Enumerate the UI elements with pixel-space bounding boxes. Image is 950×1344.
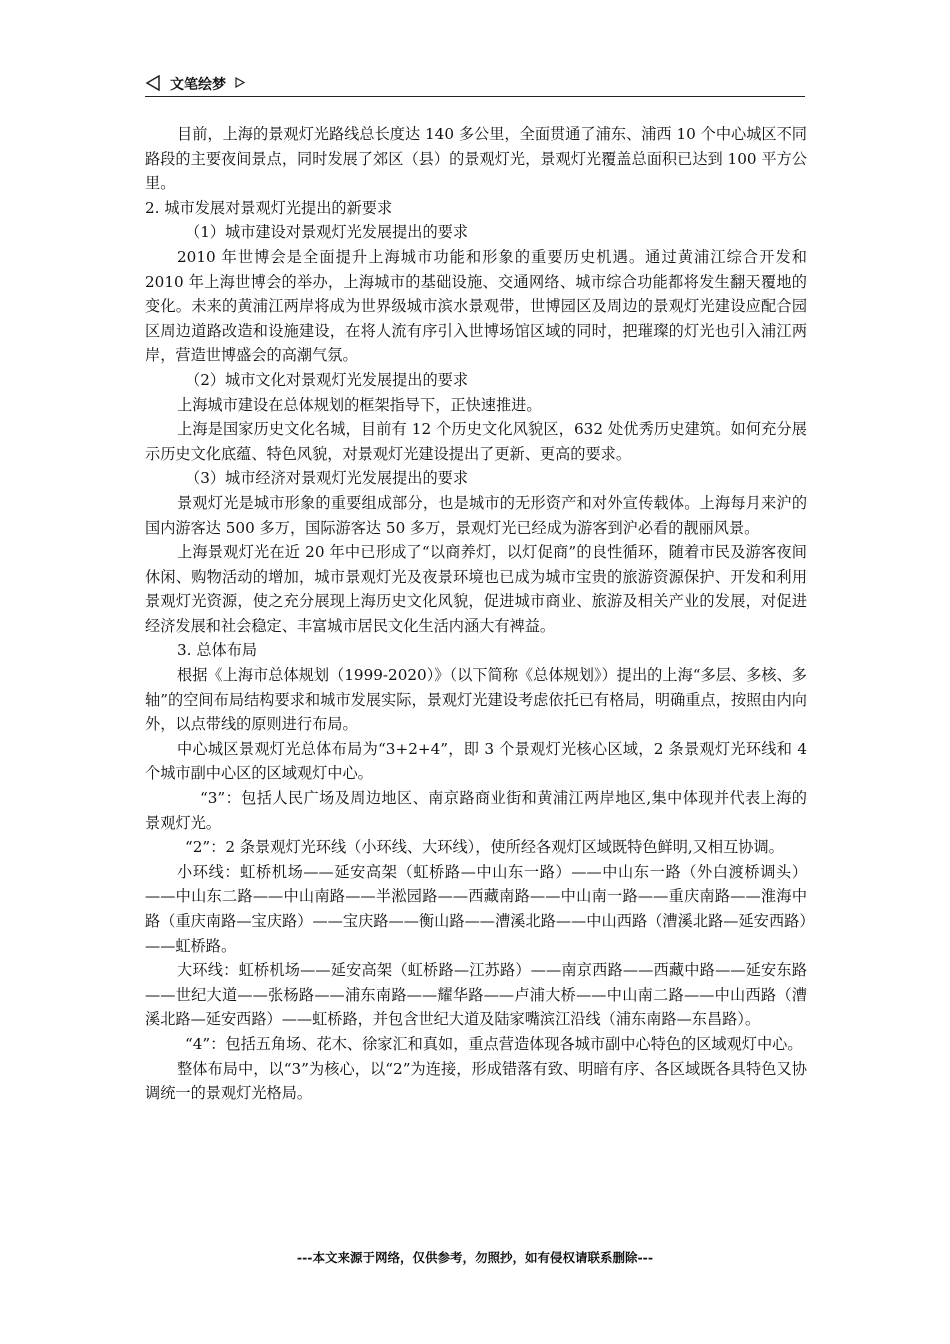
paragraph: 上海景观灯光在近 20 年中已形成了“以商养灯，以灯促商”的良性循环，随着市民及游客夜间休闲、购物活动的增加，城市景观灯光及夜景环境也已成为城市宝贵的旅游资源保护、开发和利用景观灯光资源，使之充分展现上海历史文化风貌，促进城市商业、旅游及相关产业的发展，对促进经济发展和社会稳定、丰富城市居民文化生活内涵大有裨益。 [145, 543, 807, 635]
paragraph: 中心城区景观灯光总体布局为“3+2+4”，即 3 个景观灯光核心区域，2 条景观灯光环线和 4 个城市副中心区的区域观灯中心。 [145, 739, 807, 783]
paragraph: 上海是国家历史文化名城，目前有 12 个历史文化风貌区，632 处优秀历史建筑。如何充分展示历史文化底蕴、特色风貌，对景观灯光建设提出了更新、更高的要求。 [145, 420, 807, 463]
subsection-heading: （3）城市经济对景观灯光发展提出的要求 [185, 469, 469, 488]
header-title: 文笔绘梦 [170, 77, 226, 93]
paragraph: 小环线：虹桥机场——延安高架（虹桥路—中山东一路）——中山东一路（外白渡桥调头）——中山东二路——中山南路——半淞园路——西藏南路——中山南一路——重庆南路——淮海中路（重庆南路—宝庆路）——宝庆路——衡山路——漕溪北路——中山西路（漕溪北路—延安西路）——虹桥路。 [145, 862, 808, 955]
paragraph: “2”：2 条景观灯光环线（小环线、大环线），使所经各观灯区域既特色鲜明,又相互协调。 [185, 838, 784, 857]
page-header [145, 72, 805, 97]
paragraph: 整体布局中，以“3”为核心，以“2”为连接，形成错落有致、明暗有序、各区域既各具特色又协调统一的景观灯光格局。 [145, 1059, 807, 1103]
paragraph: 根据《上海市总体规划（1999-2020）》（以下简称《总体规划》）提出的上海“多层、多核、多轴”的空间布局结构要求和城市发展实际，景观灯光建设考虑依托已有格局，明确重点，按照由内向外，以点带线的原则进行布局。 [145, 666, 807, 734]
subsection-heading: （1）城市建设对景观灯光发展提出的要求 [185, 223, 469, 242]
paragraph: 景观灯光是城市形象的重要组成部分，也是城市的无形资产和对外宣传载体。上海每月来沪的国内游客达 500 多万，国际游客达 50 多万，景观灯光已经成为游客到沪必看的靓丽风景。 [145, 493, 807, 537]
document-body [145, 122, 807, 1106]
triangle-right-icon [235, 77, 245, 88]
paragraph: “4”：包括五角场、花木、徐家汇和真如，重点营造体现各城市副中心特色的区域观灯中心。 [185, 1034, 803, 1053]
paragraph: 上海城市建设在总体规划的框架指导下，正快速推进。 [177, 395, 542, 414]
section-heading: 2. 城市发展对景观灯光提出的新要求 [145, 198, 393, 217]
triangle-left-icon [145, 75, 161, 91]
paragraph: 目前，上海的景观灯光路线总长度达 140 多公里，全面贯通了浦东、浦西 10 个中心城区不同路段的主要夜间景点，同时发展了郊区（县）的景观灯光，景观灯光覆盖总面积已达到 100 平方公里。 [145, 125, 807, 193]
subsection-heading: （2）城市文化对景观灯光发展提出的要求 [185, 370, 469, 389]
page-footer: ---本文来源于网络，仅供参考，勿照抄，如有侵权请联系删除--- [296, 1250, 654, 1265]
paragraph: “3”：包括人民广场及周边地区、南京路商业街和黄浦江两岸地区,集中体现并代表上海的景观灯光。 [145, 789, 807, 832]
section-heading: 3. 总体布局 [177, 641, 258, 660]
paragraph: 2010 年世博会是全面提升上海城市功能和形象的重要历史机遇。通过黄浦江综合开发和 2010 年上海世博会的举办，上海城市的基础设施、交通网络、城市综合功能都将发生翻天覆地的变化。未来的黄浦江两岸将成为世界级城市滨水景观带，世博园区及周边的景观灯光建设应配合园区周边道路改造和设施建设，在将人流有序引入世博场馆区域的同时，把璀璨的灯光也引入浦江两岸，营造世博盛会的高潮气氛。 [145, 247, 807, 365]
paragraph: 大环线：虹桥机场——延安高架（虹桥路—江苏路）——南京西路——西藏中路——延安东路——世纪大道——张杨路——浦东南路——耀华路——卢浦大桥——中山南二路——中山西路（漕溪北路—延安西路）——虹桥路，并包含世纪大道及陆家嘴滨江沿线（浦东南路—东昌路）。 [145, 961, 807, 1029]
